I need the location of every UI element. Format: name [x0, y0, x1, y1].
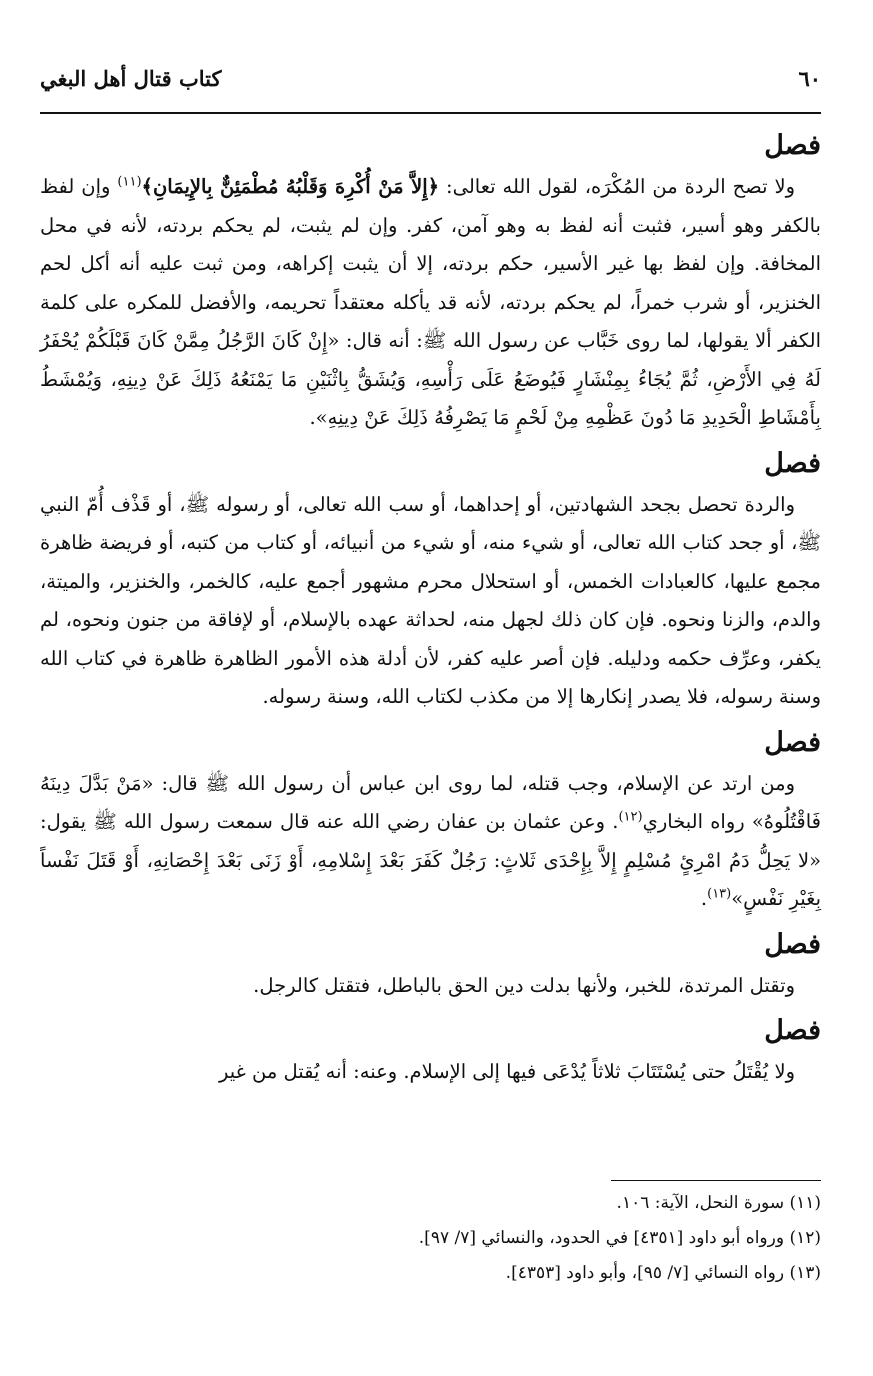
- main-text: [40, 124, 821, 1096]
- footnote-11: (١١) سورة النحل، الآية: ١٠٦.: [616, 1193, 821, 1213]
- running-header: [40, 58, 821, 98]
- page-number: ٦٠: [798, 65, 821, 91]
- quran-verse: ﴿إِلاَّ مَنْ أُكْرِهَ وَقَلْبُهُ مُطْمَئِنٌّ بِالإِيمَانِ﴾: [141, 175, 440, 198]
- section-title: فصل: [764, 1015, 821, 1046]
- footnotes: [40, 1186, 821, 1291]
- text-run: ومن ارتد عن الإسلام، وجب قتله، لما روى ابن عباس أن رسول الله ﷺ قال: «مَنْ بَدَّلَ دِينَهُ فَاقْتُلُوهُ» رواه البخاري: [40, 771, 821, 833]
- section-title: فصل: [764, 928, 821, 960]
- footnote-rule: [611, 1180, 821, 1181]
- footnote-12: (١٢) ورواه أبو داود [٤٣٥١] في الحدود، والنسائي [٧/ ٩٧].: [418, 1228, 821, 1248]
- paragraph-female-apostate: وتقتل المرتدة، للخبر، ولأنها بدلت دين الحق بالباطل، فتقتل كالرجل.: [253, 973, 795, 997]
- text-run: . وعن عثمان بن عفان رضي الله عنه قال سمعت رسول الله ﷺ يقول: «لا يَحِلُّ دَمُ امْرِئٍ مُسْلِمٍ إِلاَّ بِإِحْدَى ثَلاثٍ: رَجُلٌ كَفَرَ بَعْدَ إِسْلامِهِ، أَوْ زَنَى بَعْدَ إِحْصَانِهِ، أَوْ قَتَلَ نَفْساً بِغَيْرِ نَفْسٍ»: [40, 810, 821, 910]
- footnote-ref-11: (١١): [117, 174, 142, 190]
- paragraph-apostate-ruling: [40, 765, 821, 919]
- section-title: فصل: [764, 447, 821, 479]
- book-page: [40, 0, 821, 1376]
- header-rule: [40, 112, 821, 114]
- footnote-ref-13: (١٣): [707, 886, 732, 902]
- book-title: كتاب قتال أهل البغي: [40, 65, 222, 91]
- text-run: وإن لفظ بالكفر وهو أسير، فثبت أنه لفظ به وهو آمن، كفر. وإن لم يثبت، لم يحكم بردته، لأنه في محل المخافة. وإن لفظ بها غير الأسير، حكم بردته، إلا أن يثبت إكراهه، ومن ثبت عليه أنه أكل لحم الخنزير، أو شرب خمراً، لم يحكم بردته، لأنه قد يأكله معتقداً تحريمه، والأفضل للمكره على كلمة الكفر ألا يقولها، لما روى خَبَّاب عن رسول الله ﷺ: أنه قال: «إِنْ كَانَ الرَّجُلُ مِمَّنْ كَانَ قَبْلَكُمْ يُحْفَرُ لَهُ فِي الأَرْضِ، ثُمَّ يُجَاءُ بِمِنْشَارٍ فَيُوضَعُ عَلَى رَأْسِهِ، وَيُشَقُّ بِاثْنَيْنِ مَا يَمْنَعُهُ ذَلِكَ عَنْ دِينِهِ، وَيُمْشَطُ بِأَمْشَاطِ الْحَدِيدِ مَا دُونَ عَظْمِهِ مِنْ لَحْمٍ مَا يَصْرِفُهُ ذَلِكَ عَنْ دِينِهِ».: [40, 175, 821, 429]
- text-run: ولا تصح الردة من المُكْرَه، لقول الله تعالى:: [439, 175, 795, 198]
- footnote-13: (١٣) رواه النسائي [٧/ ٩٥]، وأبو داود [٤٣٥٣].: [505, 1263, 821, 1283]
- paragraph-apostasy-coercion: [40, 168, 821, 438]
- section-title: فصل: [764, 130, 821, 161]
- text-run: .: [700, 887, 708, 910]
- paragraph-apostasy-causes: والردة تحصل بجحد الشهادتين، أو إحداهما، أو سب الله تعالى، أو رسوله ﷺ، أو قَذْف أُمّ النبي ﷺ، أو جحد كتاب الله تعالى، أو شيء منه، أو شيء من أنبيائه، أو كتاب من كتبه، أو فريضة ظاهرة مجمع عليها، كالعبادات الخمس، أو استحلال محرم مشهور أجمع عليه، كالخمر، والخنزير، والميتة، والدم، والزنا ونحوه. فإن كان ذلك لجهل منه، لحداثة عهده بالإسلام، أو لإفاقة من جنون ونحوه، لم يكفر، وعرِّف حكمه ودليله. فإن أصر عليه كفر، لأن أدلة هذه الأمور الظاهرة ظاهرة في كتاب الله وسنة رسوله، فلا يصدر إنكارها إلا من مكذب لكتاب الله، وسنة رسوله.: [40, 492, 821, 708]
- paragraph-repentance: ولا يُقْتَلُ حتى يُسْتَتَابَ ثلاثاً يُدْعَى فيها إلى الإسلام. وعنه: أنه يُقتل من غير: [219, 1060, 795, 1083]
- footnote-ref-12: (١٢): [618, 809, 643, 825]
- section-title: فصل: [764, 726, 821, 758]
